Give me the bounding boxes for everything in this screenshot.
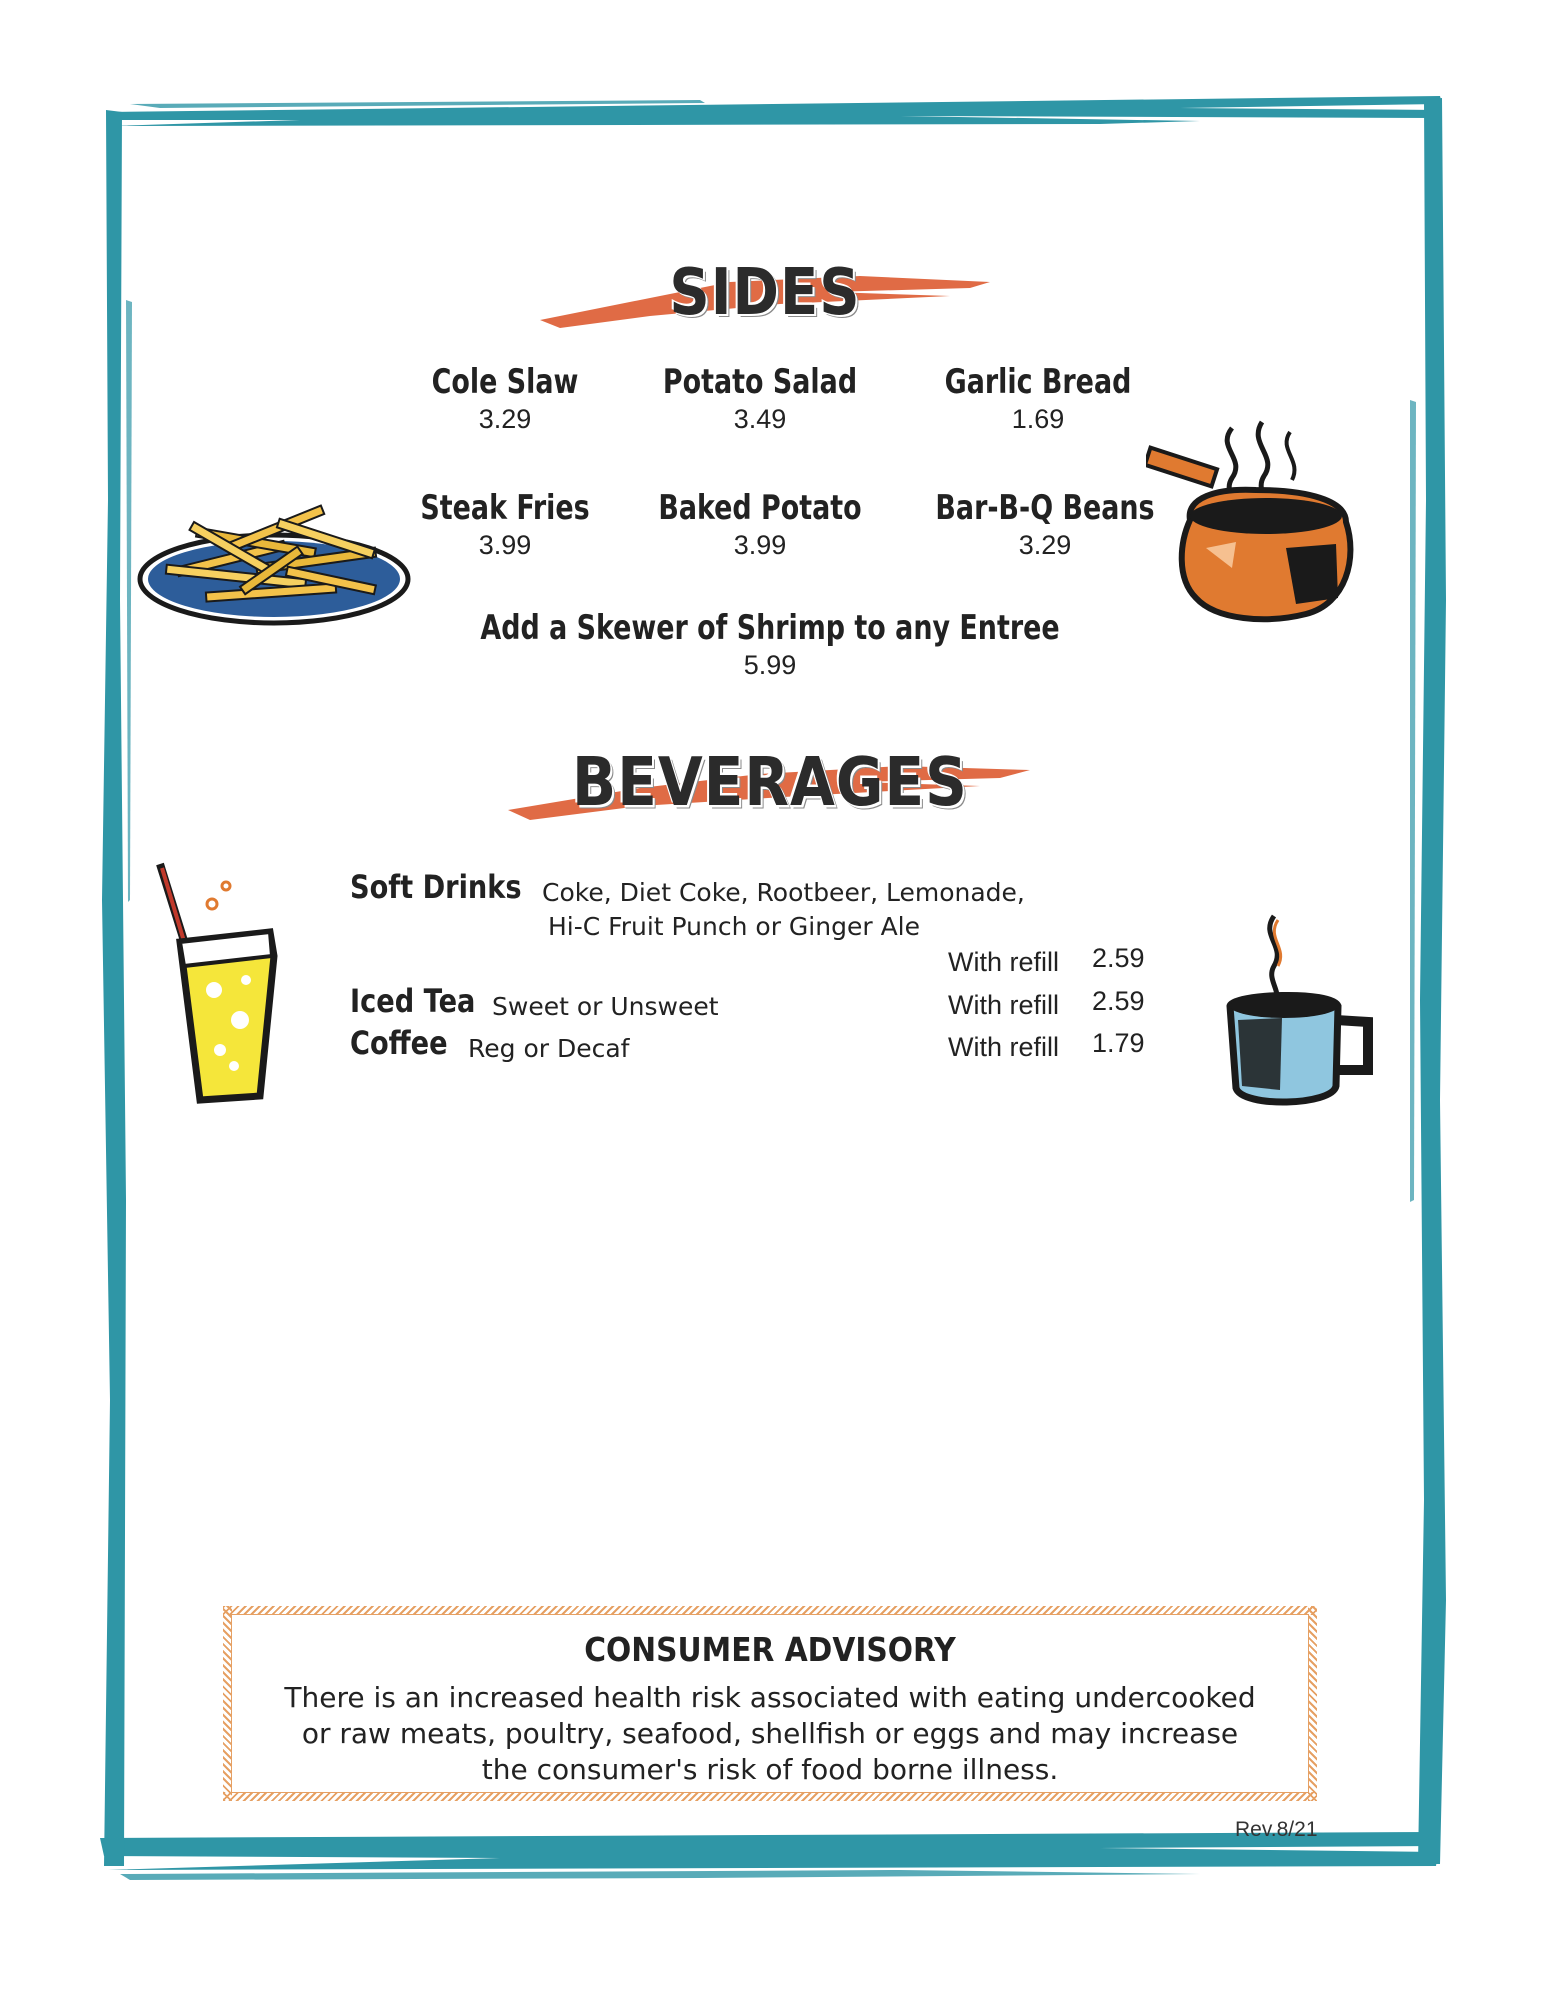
beverages-heading-text: BEVERAGES [572,742,968,822]
side-item-name: Bar-B-Q Beans [935,488,1155,528]
side-item-name: Garlic Bread [944,362,1132,402]
revision-label: Rev.8/21 [1235,1818,1318,1841]
coffee-price: 1.79 [1092,1028,1145,1058]
soft-drinks-desc-line2: Hi-C Fruit Punch or Ginger Ale [548,912,920,941]
soft-drinks-desc-line1: Coke, Diet Coke, Rootbeer, Lemonade, [542,878,1025,907]
advisory-line-2: or raw meats, poultry, seafood, shellfish or eggs and may increase [301,1717,1239,1750]
sides-heading-text: SIDES [669,255,861,330]
side-item-price: 3.99 [478,530,532,560]
iced-tea-price: 2.59 [1092,986,1145,1016]
side-item-baked-potato [630,488,890,561]
side-item-bbq-beans [915,488,1175,561]
sides-heading [530,255,1000,338]
side-item-potato-salad [630,362,890,435]
side-item-name: Baked Potato [658,488,862,528]
fries-plate-icon [136,494,416,644]
side-item-price: 3.99 [733,530,787,560]
side-item-price: 1.69 [1011,404,1065,434]
iced-tea-name: Iced Tea [350,982,476,1020]
side-item-garlic-bread [908,362,1168,435]
soft-drinks-name: Soft Drinks [350,868,522,906]
shrimp-addon [430,608,1110,681]
side-item-price: 3.29 [1018,530,1072,560]
side-item-name: Steak Fries [420,488,590,528]
iced-tea-desc: Sweet or Unsweet [492,992,719,1021]
beverages-heading [500,744,1040,834]
advisory-line-1: There is an increased health risk associated with eating undercooked [284,1681,1256,1714]
advisory-body [253,1680,1287,1788]
advisory-title: CONSUMER ADVISORY [584,1630,956,1669]
iced-tea-refill-label: With refill [948,990,1060,1020]
coffee-refill-label: With refill [948,1032,1060,1062]
side-item-price: 3.49 [733,404,787,434]
soft-drinks-price: 2.59 [1092,943,1145,973]
side-item-cole-slaw [375,362,635,435]
soft-drinks-refill-label: With refill [948,947,1060,977]
coffee-name: Coffee [350,1024,448,1062]
soft-drinks-row [350,868,552,906]
iced-tea-row [350,982,498,1020]
side-item-name: Potato Salad [662,362,858,402]
advisory-line-3: the consumer's risk of food borne illness. [481,1753,1059,1786]
consumer-advisory-box [214,1597,1326,1810]
lemonade-glass-icon [150,860,290,1120]
coffee-mug-icon [1212,910,1382,1110]
coffee-row [350,1024,465,1062]
bean-pot-icon [1146,418,1386,638]
side-item-name: Cole Slaw [431,362,579,402]
coffee-desc: Reg or Decaf [468,1034,630,1063]
addon-name: Add a Skewer of Shrimp to any Entree [480,608,1060,648]
side-item-price: 3.29 [478,404,532,434]
addon-price: 5.99 [743,650,797,680]
